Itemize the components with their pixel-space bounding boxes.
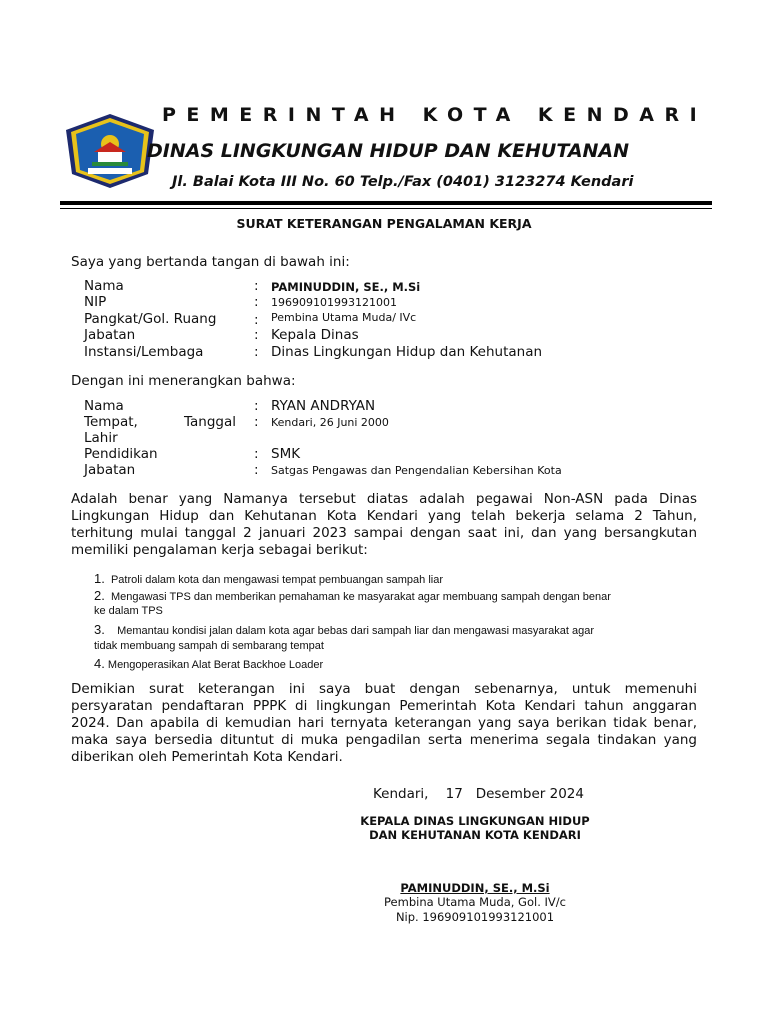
subject-birth-value: Kendari, 26 Juni 2000 — [271, 416, 389, 429]
signer-institution-label: Instansi/Lembaga — [84, 344, 204, 360]
place-date: Kendari, 17 Desember 2024 — [373, 786, 584, 802]
signer-nip-label: NIP — [84, 294, 107, 310]
task-item-4 — [94, 656, 323, 671]
task-item-2 — [94, 588, 611, 603]
task-text: Memantau kondisi jalan dalam kota agar bebas dari sampah liar dan mengawasi masyarakat agar — [117, 625, 595, 637]
colon: : — [254, 312, 259, 328]
signer-nip-value: 196909101993121001 — [271, 296, 397, 309]
signer-nip: Nip. 196909101993121001 — [395, 910, 555, 924]
body-paragraph-1-line: terhitung mulai tanggal 2 januari 2023 sampai dengan saat ini, dan yang bersangkutan — [71, 525, 697, 541]
signer-role-line-1: KEPALA DINAS LINGKUNGAN HIDUP — [360, 814, 590, 828]
signer-institution-value: Dinas Lingkungan Hidup dan Kehutanan — [271, 344, 543, 360]
colon: : — [254, 327, 259, 343]
task-number: 2. — [94, 588, 105, 603]
subject-name-label: Nama — [84, 398, 124, 414]
signer-name: PAMINUDDIN, SE., M.Si — [400, 881, 550, 895]
letterhead-address: Jl. Balai Kota III No. 60 Telp./Fax (0401) 3123274 Kendari — [172, 174, 634, 190]
intro2-text: Dengan ini menerangkan bahwa: — [71, 373, 296, 389]
body-paragraph-1-line: Lingkungan Hidup dan Kehutanan Kota Kendari yang telah bekerja selama 2 Tahun, — [71, 508, 697, 524]
body-paragraph-2-line: 2024. Dan apabila di kemudian hari ternyata keterangan yang saya berikan tidak benar, — [71, 715, 697, 731]
colon: : — [254, 344, 259, 360]
task-number: 1. — [94, 571, 105, 586]
signer-position-value: Kepala Dinas — [271, 327, 359, 343]
body-paragraph-1 — [71, 491, 697, 559]
body-paragraph-2 — [71, 681, 697, 766]
document-title: SURAT KETERANGAN PENGALAMAN KERJA — [236, 216, 532, 231]
signer-role-line-2: DAN KEHUTANAN KOTA KENDARI — [369, 828, 581, 842]
colon: : — [254, 294, 259, 310]
task-number: 3. — [94, 622, 105, 637]
subject-education-value: SMK — [271, 446, 301, 462]
body-paragraph-2-line: maka saya bersedia dituntut di muka pengadilan serta menerima segala tindakan yang — [71, 732, 697, 748]
signer-rank: Pembina Utama Muda, Gol. IV/c — [384, 895, 566, 909]
subject-birth-label-1: Tempat, — [84, 414, 138, 430]
task-item-1 — [94, 571, 443, 586]
subject-birth-label-2: Tanggal — [184, 414, 237, 430]
body-paragraph-2-line: Demikian surat keterangan ini saya buat dengan sebenarnya, untuk memenuhi — [71, 681, 697, 697]
body-paragraph-2-line: persyaratan pendaftaran PPPK di lingkungan Pemerintah Kota Kendari tahun anggaran — [71, 698, 697, 714]
subject-position-label: Jabatan — [84, 462, 136, 478]
letterhead-divider-thick — [60, 201, 712, 205]
colon: : — [254, 414, 259, 430]
signer-position-label: Jabatan — [84, 327, 136, 343]
letterhead-divider-thin — [60, 208, 712, 209]
subject-name-value: RYAN ANDRYAN — [271, 398, 376, 414]
task-text: Mengoperasikan Alat Berat Backhoe Loader — [107, 659, 324, 671]
task-text: Patroli dalam kota dan mengawasi tempat pembuangan sampah liar — [110, 574, 443, 586]
letterhead-department-name: DINAS LINGKUNGAN HIDUP DAN KEHUTANAN — [147, 140, 630, 162]
task-text: Mengawasi TPS dan memberikan pemahaman ke masyarakat agar membuang sampah dengan benar — [110, 591, 611, 603]
body-paragraph-1-line: Adalah benar yang Namanya tersebut diatas adalah pegawai Non-ASN pada Dinas — [71, 491, 697, 507]
colon: : — [254, 278, 259, 294]
city-emblem-logo — [62, 112, 158, 190]
task-item-3 — [94, 622, 594, 637]
signer-rank-value: Pembina Utama Muda/ IVc — [271, 311, 417, 324]
body-paragraph-1-line: memiliki pengalaman kerja sebagai berikut: — [71, 542, 368, 558]
colon: : — [254, 462, 259, 478]
signer-name-value: PAMINUDDIN, SE., M.Si — [271, 280, 421, 294]
letterhead-government-name: PEMERINTAH KOTA KENDARI — [162, 104, 708, 126]
colon: : — [254, 446, 259, 462]
body-paragraph-2-line: diberikan oleh Pemerintah Kota Kendari. — [71, 749, 343, 765]
signer-name-label: Nama — [84, 278, 124, 294]
task-item-2-continuation: ke dalam TPS — [94, 605, 163, 617]
intro-text: Saya yang bertanda tangan di bawah ini: — [71, 254, 350, 270]
subject-birth-label-3: Lahir — [84, 430, 118, 446]
task-item-3-continuation: tidak membuang sampah di sembarang tempat — [94, 640, 324, 652]
colon: : — [254, 398, 259, 414]
subject-education-label: Pendidikan — [84, 446, 158, 462]
subject-position-value: Satgas Pengawas dan Pengendalian Kebersihan Kota — [271, 464, 562, 477]
task-number: 4. — [94, 656, 105, 671]
signer-rank-label: Pangkat/Gol. Ruang — [84, 311, 217, 327]
